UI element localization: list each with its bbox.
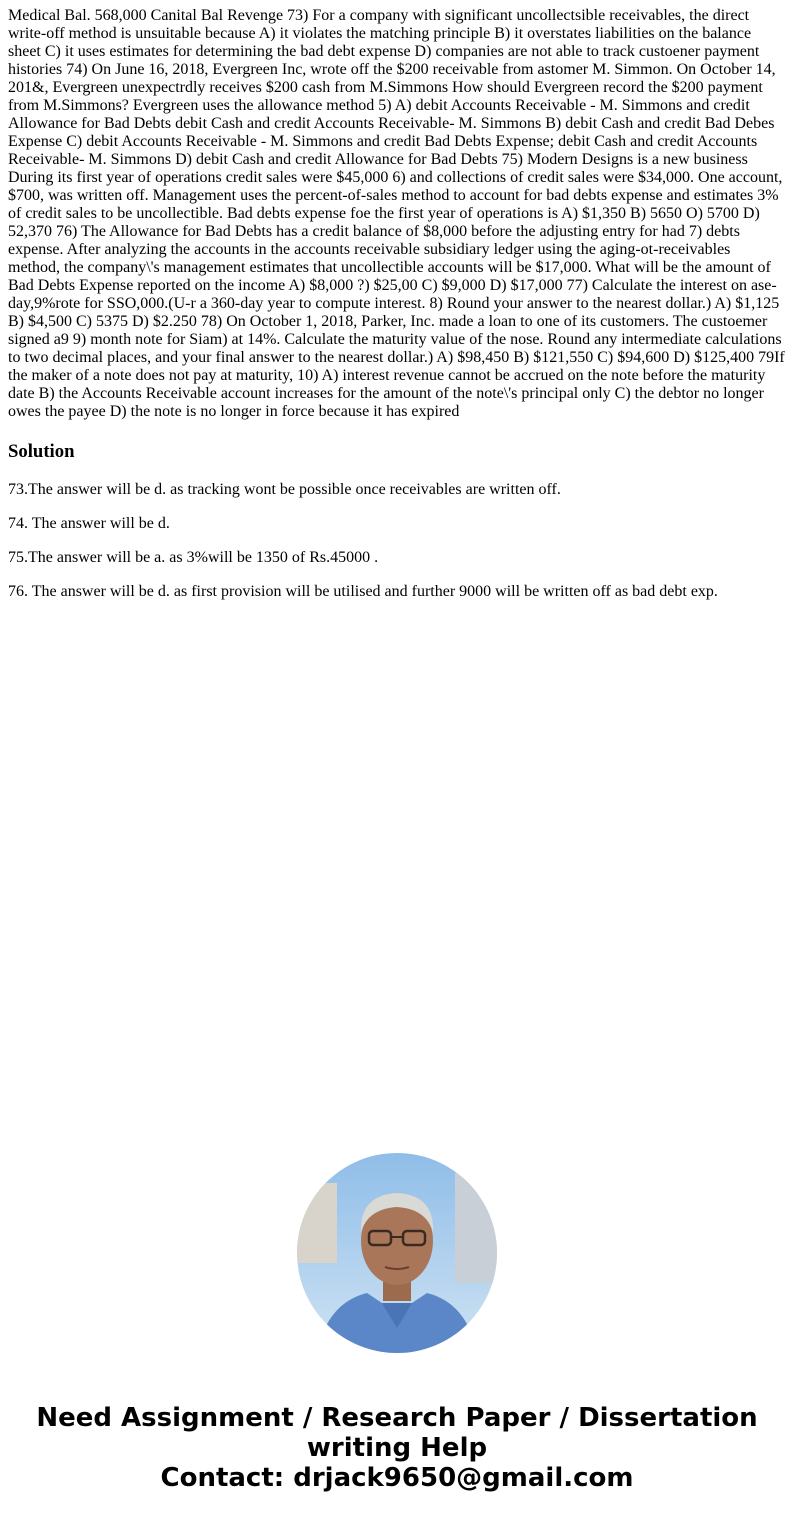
promo-line-1: Need Assignment / Research Paper / Dissertation [36,1403,758,1433]
promo-line-2: writing Help [306,1433,488,1463]
answer-75: 75.The answer will be a. as 3%will be 1350 of Rs.45000 . [8,549,379,566]
author-avatar [297,1153,497,1353]
answer-74: 74. The answer will be d. [8,515,170,532]
answer-73: 73.The answer will be d. as tracking wont be possible once receivables are written off. [8,481,561,498]
solution-heading: Solution [8,441,75,462]
promo-banner [0,1403,794,1493]
question-text: Medical Bal. 568,000 Canital Bal Revenge 73) For a company with significant uncollectsible receivables, the direct write-off method is unsuitable because A) it violates the matching principle B) it overstates liabilities on the balance sheet C) it uses estimates for determining the bad debt expense D) companies are not able to track custoener payment histories 74) On June 16, 2018, Evergreen Inc, wrote off the $200 receivable from astomer M. Simmon. On October 14, 201&, Evergreen unexpectrdly receives $200 cash from M.Simmons How should Evergreen record the $200 payment from M.Simmons? Evergreen uses the allowance method 5) A) debit Accounts Receivable - M. Simmons and credit Allowance for Bad Debts debit Cash and credit Accounts Receivable- M. Simmons B) debit Cash and credit Bad Debes Expense C) debit Accounts Receivable - M. Simmons and credit Bad Debts Expense; debit Cash and credit Accounts Receivable- M. Simmons D) debit Cash and credit Allowance for Bad Debts 75) Modern Designs is a new business During its first year of operations credit sales were $45,000 6) and collections of credit sales were $34,000. One account, $700, was written off. Management uses the percent-of-sales method to account for bad debts expense and estimates 3% of credit sales to be uncollectible. Bad debts expense foe the first year of operations is A) $1,350 B) 5650 O) 5700 D) 52,370 76) The Allowance for Bad Debts has a credit balance of $8,000 before the adjusting entry for had 7) debts expense. After analyzing the accounts in the accounts receivable subsidiary ledger using the aging-ot-receivables method, the company\'s management estimates that uncollectible accounts will be $17,000. What will be the amount of Bad Debts Expense reported on the income A) $8,000 ?) $25,00 C) $9,000 D) $17,000 77) Calculate the interest on ase-day,9%rote for SSO,000.(U-r a 360-day year to compute interest. 8) Round your answer to the nearest dollar.) A) $1,125 B) $4,500 C) 5375 D) $2.250 78) On October 1, 2018, Parker, Inc. made a loan to one of its customers. The custoemer signed a9 9) month note for Siam) at 14%. Calculate the maturity value of the nose. Round any intermediate calculations to two decimal places, and your final answer to the nearest dollar.) A) $98,450 B) $121,550 C) $94,600 D) $125,400 79If the maker of a note does not pay at maturity, 10) A) interest revenue cannot be accrued on the note before the maturity date B) the Accounts Receivable account increases for the amount of the note\'s principal only C) the debtor no longer owes the payee D) the note is no longer in force because it has expired [8,7,785,420]
promo-contact: Contact: drjack9650@gmail.com [160,1463,634,1493]
answer-76: 76. The answer will be d. as first provision will be utilised and further 9000 will be written off as bad debt exp. [8,583,718,600]
